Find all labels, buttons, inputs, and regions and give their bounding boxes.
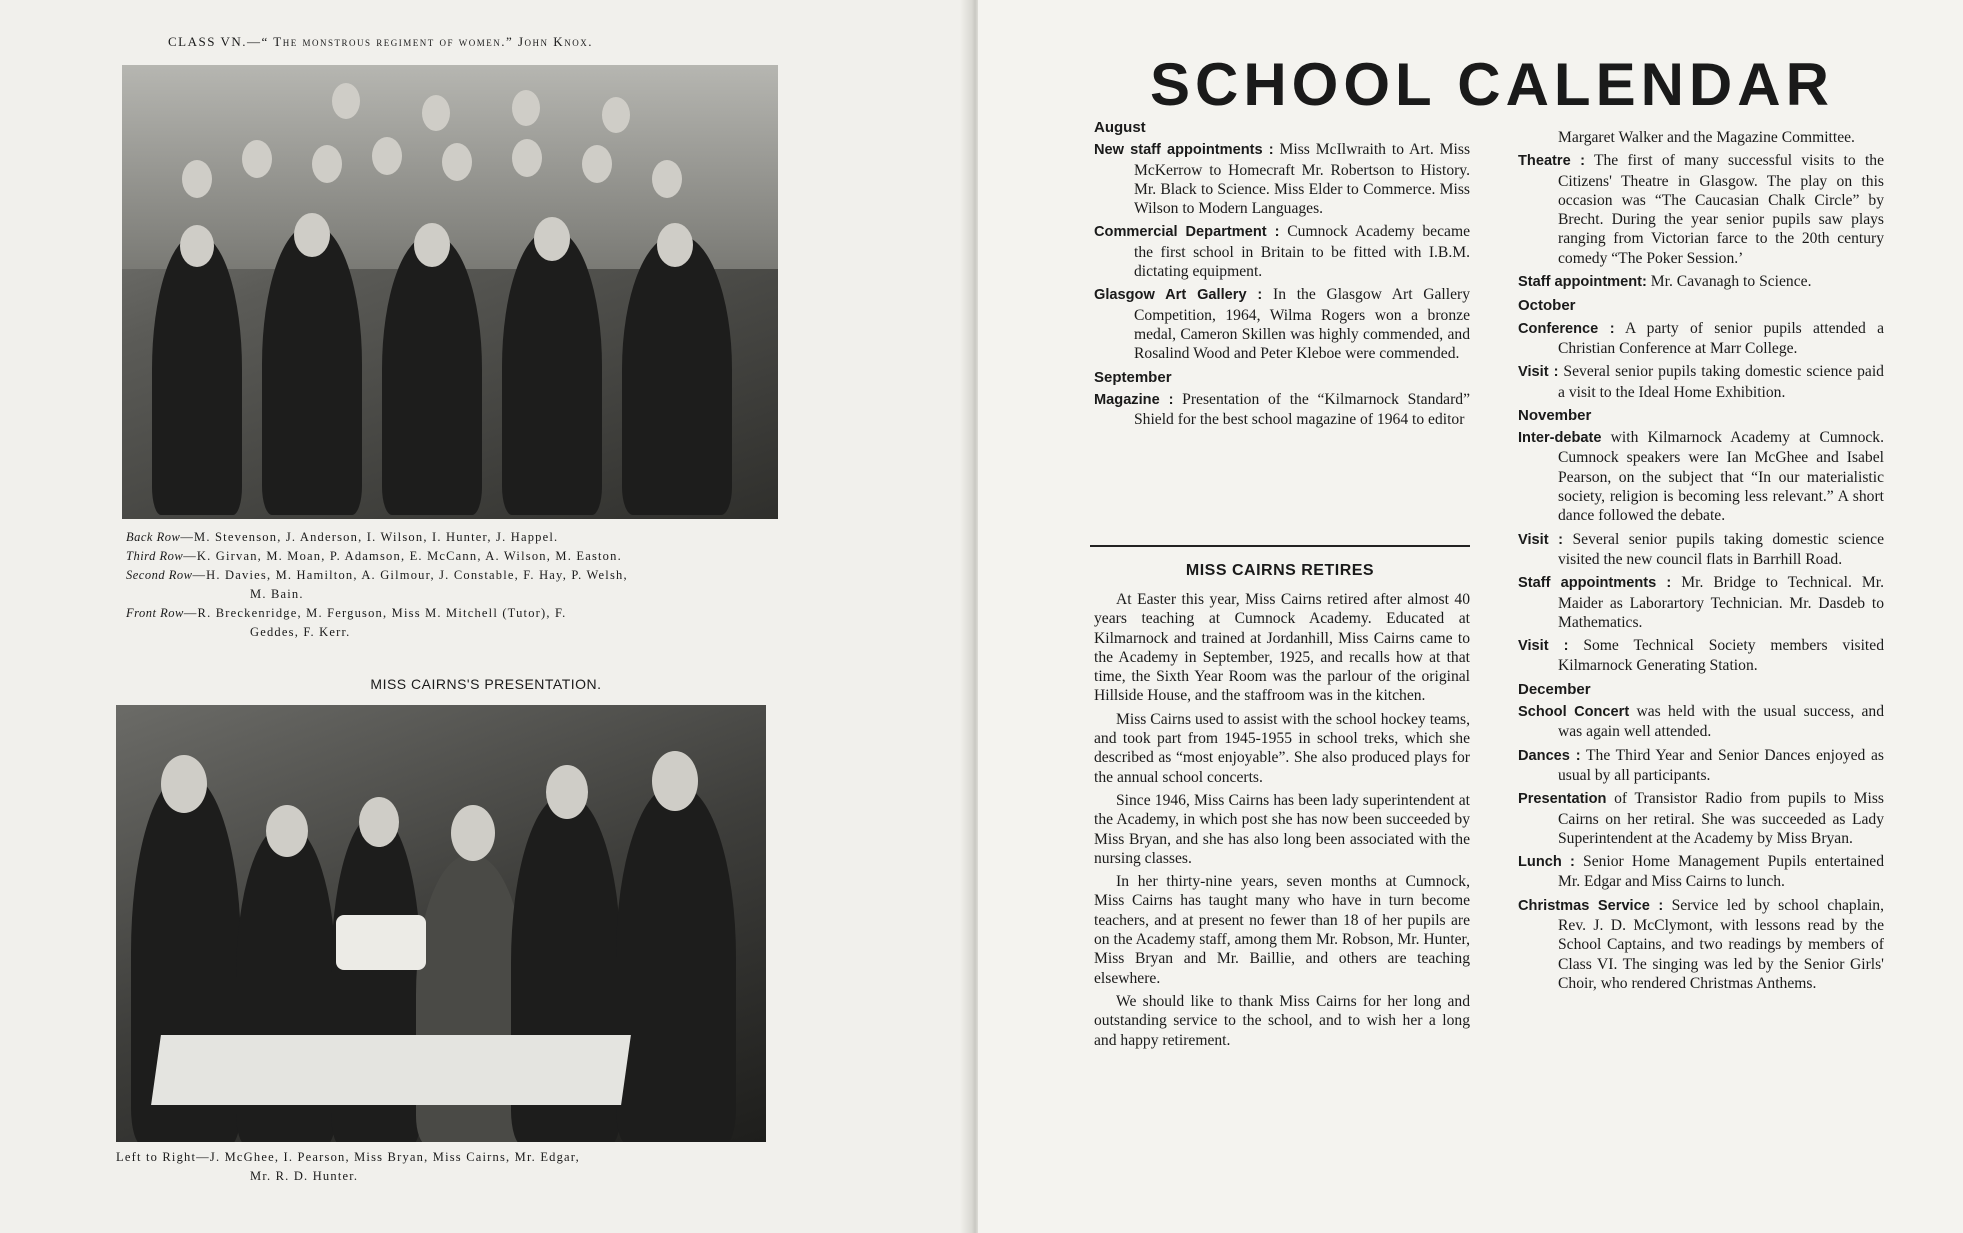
presentation-photo <box>116 705 766 1142</box>
calendar-column-left <box>1094 116 1470 433</box>
calendar-entry <box>1518 151 1884 268</box>
calendar-entry <box>1518 272 1884 292</box>
entry-heading: Commercial Department : <box>1094 224 1280 241</box>
section-divider <box>1090 545 1470 547</box>
calendar-entry <box>1518 362 1884 402</box>
calendar-column-right <box>1518 128 1884 997</box>
calendar-entry <box>1094 285 1470 363</box>
entry-body: Service led by school chaplain, Rev. J. D. McClymont, with lessons read by the School Captains, and two readings by members of Class VI. The singing was led by the Senior Girls' Choir, who rendered Christmas Anthems. <box>1558 896 1884 992</box>
entry-body: Mr. Cavanagh to Science. <box>1646 273 1812 291</box>
month-heading: November <box>1518 406 1592 424</box>
calendar-entry <box>1094 222 1470 281</box>
entry-heading: Conference : <box>1518 320 1615 337</box>
calendar-entry <box>1518 746 1884 786</box>
entry-heading: Dances : <box>1518 747 1581 764</box>
caption-row: Geddes, F. Kerr. <box>250 625 351 639</box>
calendar-entry <box>1518 530 1884 570</box>
entry-heading: Inter-debate <box>1518 430 1602 447</box>
class-photo-caption <box>126 528 786 642</box>
entry-body: Some Technical Society members visited Kilmarnock Generating Station. <box>1558 637 1884 675</box>
class-group-photo <box>122 65 778 519</box>
entry-heading: Staff appointments : <box>1518 575 1672 592</box>
entry-heading: Presentation <box>1518 791 1607 808</box>
caption-row: Third Row—K. Girvan, M. Moan, P. Adamson, E. McCann, A. Wilson, M. Easton. <box>126 549 622 563</box>
entry-heading: Visit : <box>1518 531 1564 548</box>
entry-body: In the Glasgow Art Gallery Competition, 1964, Wilma Rogers won a bronze medal, Cameron Skillen was highly commended, and Rosalind Wood and Peter Kleboe were commended. <box>1134 286 1470 363</box>
article-paragraph: Since 1946, Miss Cairns has been lady superintendent at the Academy, in which post she has now been succeeded by Miss Bryan, and she has also long been associated with the nursing classes. <box>1094 791 1470 867</box>
article-paragraph: In her thirty-nine years, seven months at Cumnock, Miss Cairns has taught many who have in turn become teachers, and at present no fewer than 18 of her pupils are on the Academy staff, among them Mr. Robson, Mr. Hunter, Miss Bryan and Mr. Baillie, and others are teaching elsewhere. <box>1094 873 1470 987</box>
calendar-entry <box>1094 140 1470 218</box>
calendar-entry-continued: Margaret Walker and the Magazine Committee. <box>1558 129 1855 146</box>
caption-row: Back Row—M. Stevenson, J. Anderson, I. Wilson, I. Hunter, J. Happel. <box>126 530 559 544</box>
article-paragraph: We should like to thank Miss Cairns for her long and outstanding service to the school, and to wish her a long and happy retirement. <box>1094 992 1470 1049</box>
entry-heading: Magazine : <box>1094 391 1174 408</box>
entry-heading: Theatre : <box>1518 153 1585 170</box>
calendar-title: SCHOOL CALENDAR <box>1150 51 1834 118</box>
caption-line: Mr. R. D. Hunter. <box>250 1169 359 1183</box>
article-paragraph: At Easter this year, Miss Cairns retired after almost 40 years teaching at Cumnock Academy. Educated at Kilmarnock and trained at Jordanhill, Miss Cairns came to the Academy in September, 1925, and recalls how at that time, the Sixth Year Room was the parlour of the original Hillside House, and the staffroom was in the kitchen. <box>1094 591 1470 705</box>
entry-heading: Staff appointment: <box>1518 274 1647 291</box>
entry-body: Senior Home Management Pupils entertained Mr. Edgar and Miss Cairns to lunch. <box>1558 853 1884 891</box>
month-heading: October <box>1518 297 1576 315</box>
entry-heading: New staff appointments : <box>1094 142 1274 159</box>
calendar-entry <box>1518 896 1884 993</box>
presentation-caption <box>116 1148 776 1186</box>
calendar-entry <box>1518 428 1884 525</box>
calendar-entry <box>1518 319 1884 359</box>
month-heading: August <box>1094 119 1146 136</box>
month-heading: December <box>1518 680 1591 698</box>
calendar-entry <box>1094 390 1470 430</box>
caption-line: Left to Right—J. McGhee, I. Pearson, Miss Bryan, Miss Cairns, Mr. Edgar, <box>116 1150 580 1164</box>
entry-body: The Third Year and Senior Dances enjoyed as usual by all participants. <box>1558 746 1884 784</box>
entry-body: Miss McIlwraith to Art. Miss McKerrow to Homecraft Mr. Robertson to History. Mr. Black to Science. Miss Elder to Commerce. Miss Wilson to Modern Languages. <box>1134 141 1471 218</box>
entry-body: Cumnock Academy became the first school in Britain to be fitted with I.B.M. dictating equipment. <box>1134 223 1470 281</box>
entry-heading: Visit : <box>1518 638 1569 655</box>
retire-title: MISS CAIRNS RETIRES <box>1185 562 1375 579</box>
entry-heading: Glasgow Art Gallery : <box>1094 287 1263 304</box>
article-paragraph: Miss Cairns used to assist with the school hockey teams, and took part from 1945-1955 in school treks, which she described as “most enjoyable”. She also produced plays for the annual school concerts. <box>1094 710 1470 786</box>
left-page <box>0 0 972 1233</box>
caption-row: Front Row—R. Breckenridge, M. Ferguson, Miss M. Mitchell (Tutor), F. <box>126 606 567 620</box>
entry-body: The first of many successful visits to the Citizens' Theatre in Glasgow. The play on this occasion was “The Caucasian Chalk Circle” by Brecht. During the year senior pupils saw plays ranging from Victorian farce to the 20th century comedy “The Poker Session.’ <box>1558 152 1884 267</box>
retire-article <box>1094 590 1470 1054</box>
entry-body: was held with the usual success, and was again well attended. <box>1558 703 1885 741</box>
calendar-entry <box>1518 852 1884 892</box>
caption-row: M. Bain. <box>250 587 304 601</box>
presentation-title: MISS CAIRNS'S PRESENTATION. <box>370 676 602 692</box>
calendar-entry <box>1518 573 1884 632</box>
entry-body: of Transistor Radio from pupils to Miss Cairns on her retiral. She was succeeded as Lady Superintendent at the Academy by Miss Bryan. <box>1558 790 1884 847</box>
entry-heading: Visit : <box>1518 364 1559 381</box>
calendar-entry <box>1518 789 1884 848</box>
calendar-entry <box>1518 636 1884 676</box>
class-photo-title: CLASS VN.—“ The monstrous regiment of women.” John Knox. <box>168 34 593 49</box>
entry-heading: Christmas Service : <box>1518 897 1664 914</box>
entry-body: A party of senior pupils attended a Christian Conference at Marr College. <box>1558 319 1884 357</box>
entry-body: Presentation of the “Kilmarnock Standard” Shield for the best school magazine of 1964 to editor <box>1134 390 1470 429</box>
entry-heading: School Concert <box>1518 704 1630 721</box>
entry-body: Several senior pupils taking domestic science visited the new council flats in Barrhill Road. <box>1558 530 1884 568</box>
calendar-entry <box>1518 702 1884 742</box>
entry-body: Mr. Bridge to Technical. Mr. Maider as Laborartory Technician. Mr. Dasdeb to Mathematics. <box>1558 574 1884 631</box>
caption-row: Second Row—H. Davies, M. Hamilton, A. Gilmour, J. Constable, F. Hay, P. Welsh, <box>126 568 628 582</box>
entry-body: with Kilmarnock Academy at Cumnock. Cumnock speakers were Ian McGhee and Isabel Pearson, on the subject that “In our materialistic society, religion is becoming less relevant.” A short dance followed the debate. <box>1558 429 1884 525</box>
month-heading: September <box>1094 368 1172 386</box>
entry-heading: Lunch : <box>1518 854 1575 871</box>
entry-body: Several senior pupils taking domestic science paid a visit to the Ideal Home Exhibition. <box>1558 363 1884 401</box>
